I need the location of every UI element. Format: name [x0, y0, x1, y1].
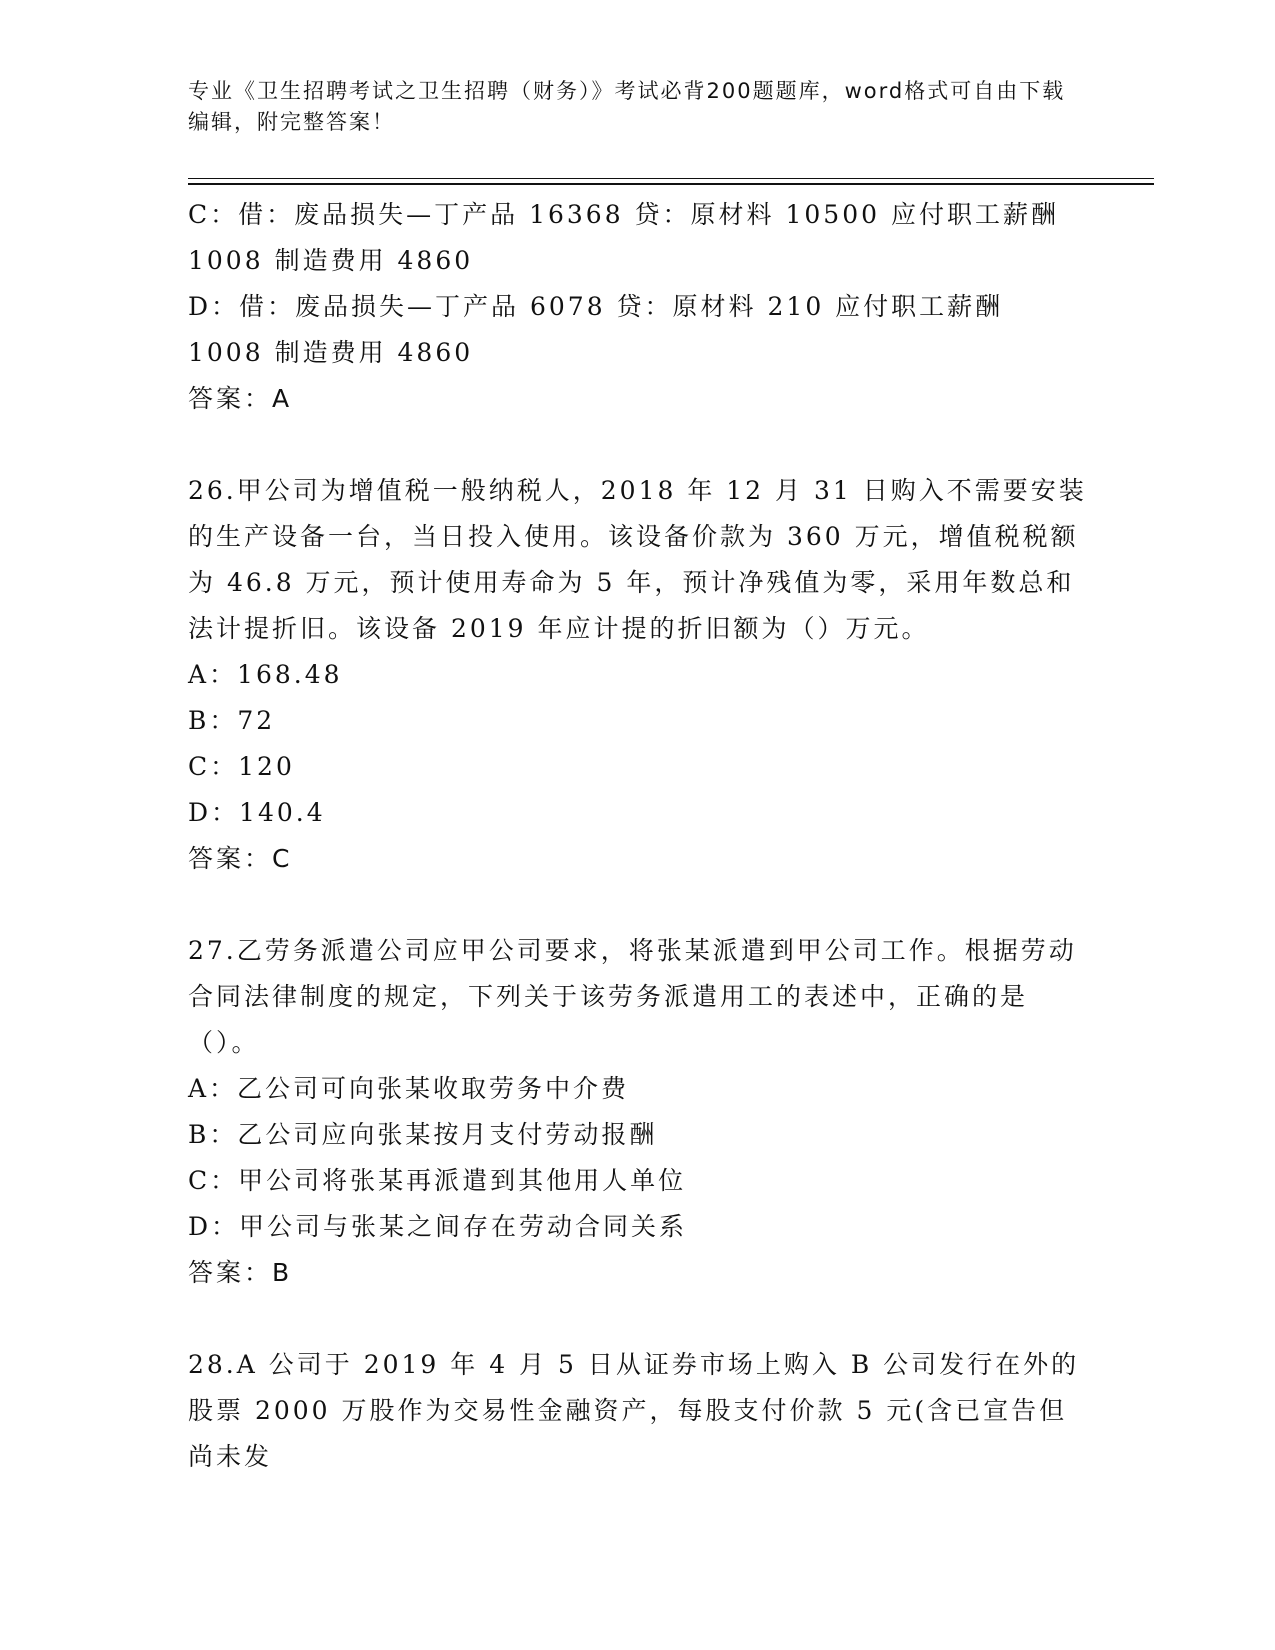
- answer-line: 答案：B: [188, 1258, 293, 1287]
- document-header: 专业《卫生招聘考试之卫生招聘（财务）》考试必背200题题库，word格式可自由下载编辑，附完整答案！: [188, 79, 1066, 134]
- option-c: C：甲公司将张某再派遣到其他用人单位: [188, 1166, 687, 1195]
- header-divider-thin: [188, 178, 1154, 179]
- answer-line: 答案：C: [188, 844, 293, 873]
- document-body: [188, 192, 1088, 1480]
- option-b: B：72: [188, 706, 276, 735]
- spacer: [188, 422, 1088, 468]
- spacer: [188, 882, 1088, 928]
- option-c: C：借：废品损失—丁产品 16368 贷：原材料 10500 应付职工薪酬 1008 制造费用 4860: [188, 200, 1059, 275]
- option-d: D：借：废品损失—丁产品 6078 贷：原材料 210 应付职工薪酬 1008 制造费用 4860: [188, 292, 1004, 367]
- option-b: B：乙公司应向张某按月支付劳动报酬: [188, 1120, 658, 1149]
- header-divider-thick: [188, 183, 1154, 185]
- spacer: [188, 1296, 1088, 1342]
- question-26-stem: 26.甲公司为增值税一般纳税人，2018 年 12 月 31 日购入不需要安装的生产设备一台，当日投入使用。该设备价款为 360 万元，增值税税额为 46.8 万元，预计使用寿命为 5 年，预计净残值为零，采用年数总和法计提折旧。该设备 2019 年应计提的折旧额为（）万元。: [188, 476, 1087, 643]
- question-27-stem: 27.乙劳务派遣公司应甲公司要求，将张某派遣到甲公司工作。根据劳动合同法律制度的规定，下列关于该劳务派遣用工的表述中，正确的是（）。: [188, 936, 1077, 1057]
- option-a: A：168.48: [188, 660, 343, 689]
- option-d: D：140.4: [188, 798, 326, 827]
- question-28-stem: 28.A 公司于 2019 年 4 月 5 日从证券市场上购入 B 公司发行在外的股票 2000 万股作为交易性金融资产，每股支付价款 5 元(含已宣告但尚未发: [188, 1350, 1080, 1471]
- option-c: C：120: [188, 752, 295, 781]
- option-d: D：甲公司与张某之间存在劳动合同关系: [188, 1212, 688, 1241]
- answer-line: 答案：A: [188, 384, 293, 413]
- option-a: A：乙公司可向张某收取劳务中介费: [188, 1074, 630, 1103]
